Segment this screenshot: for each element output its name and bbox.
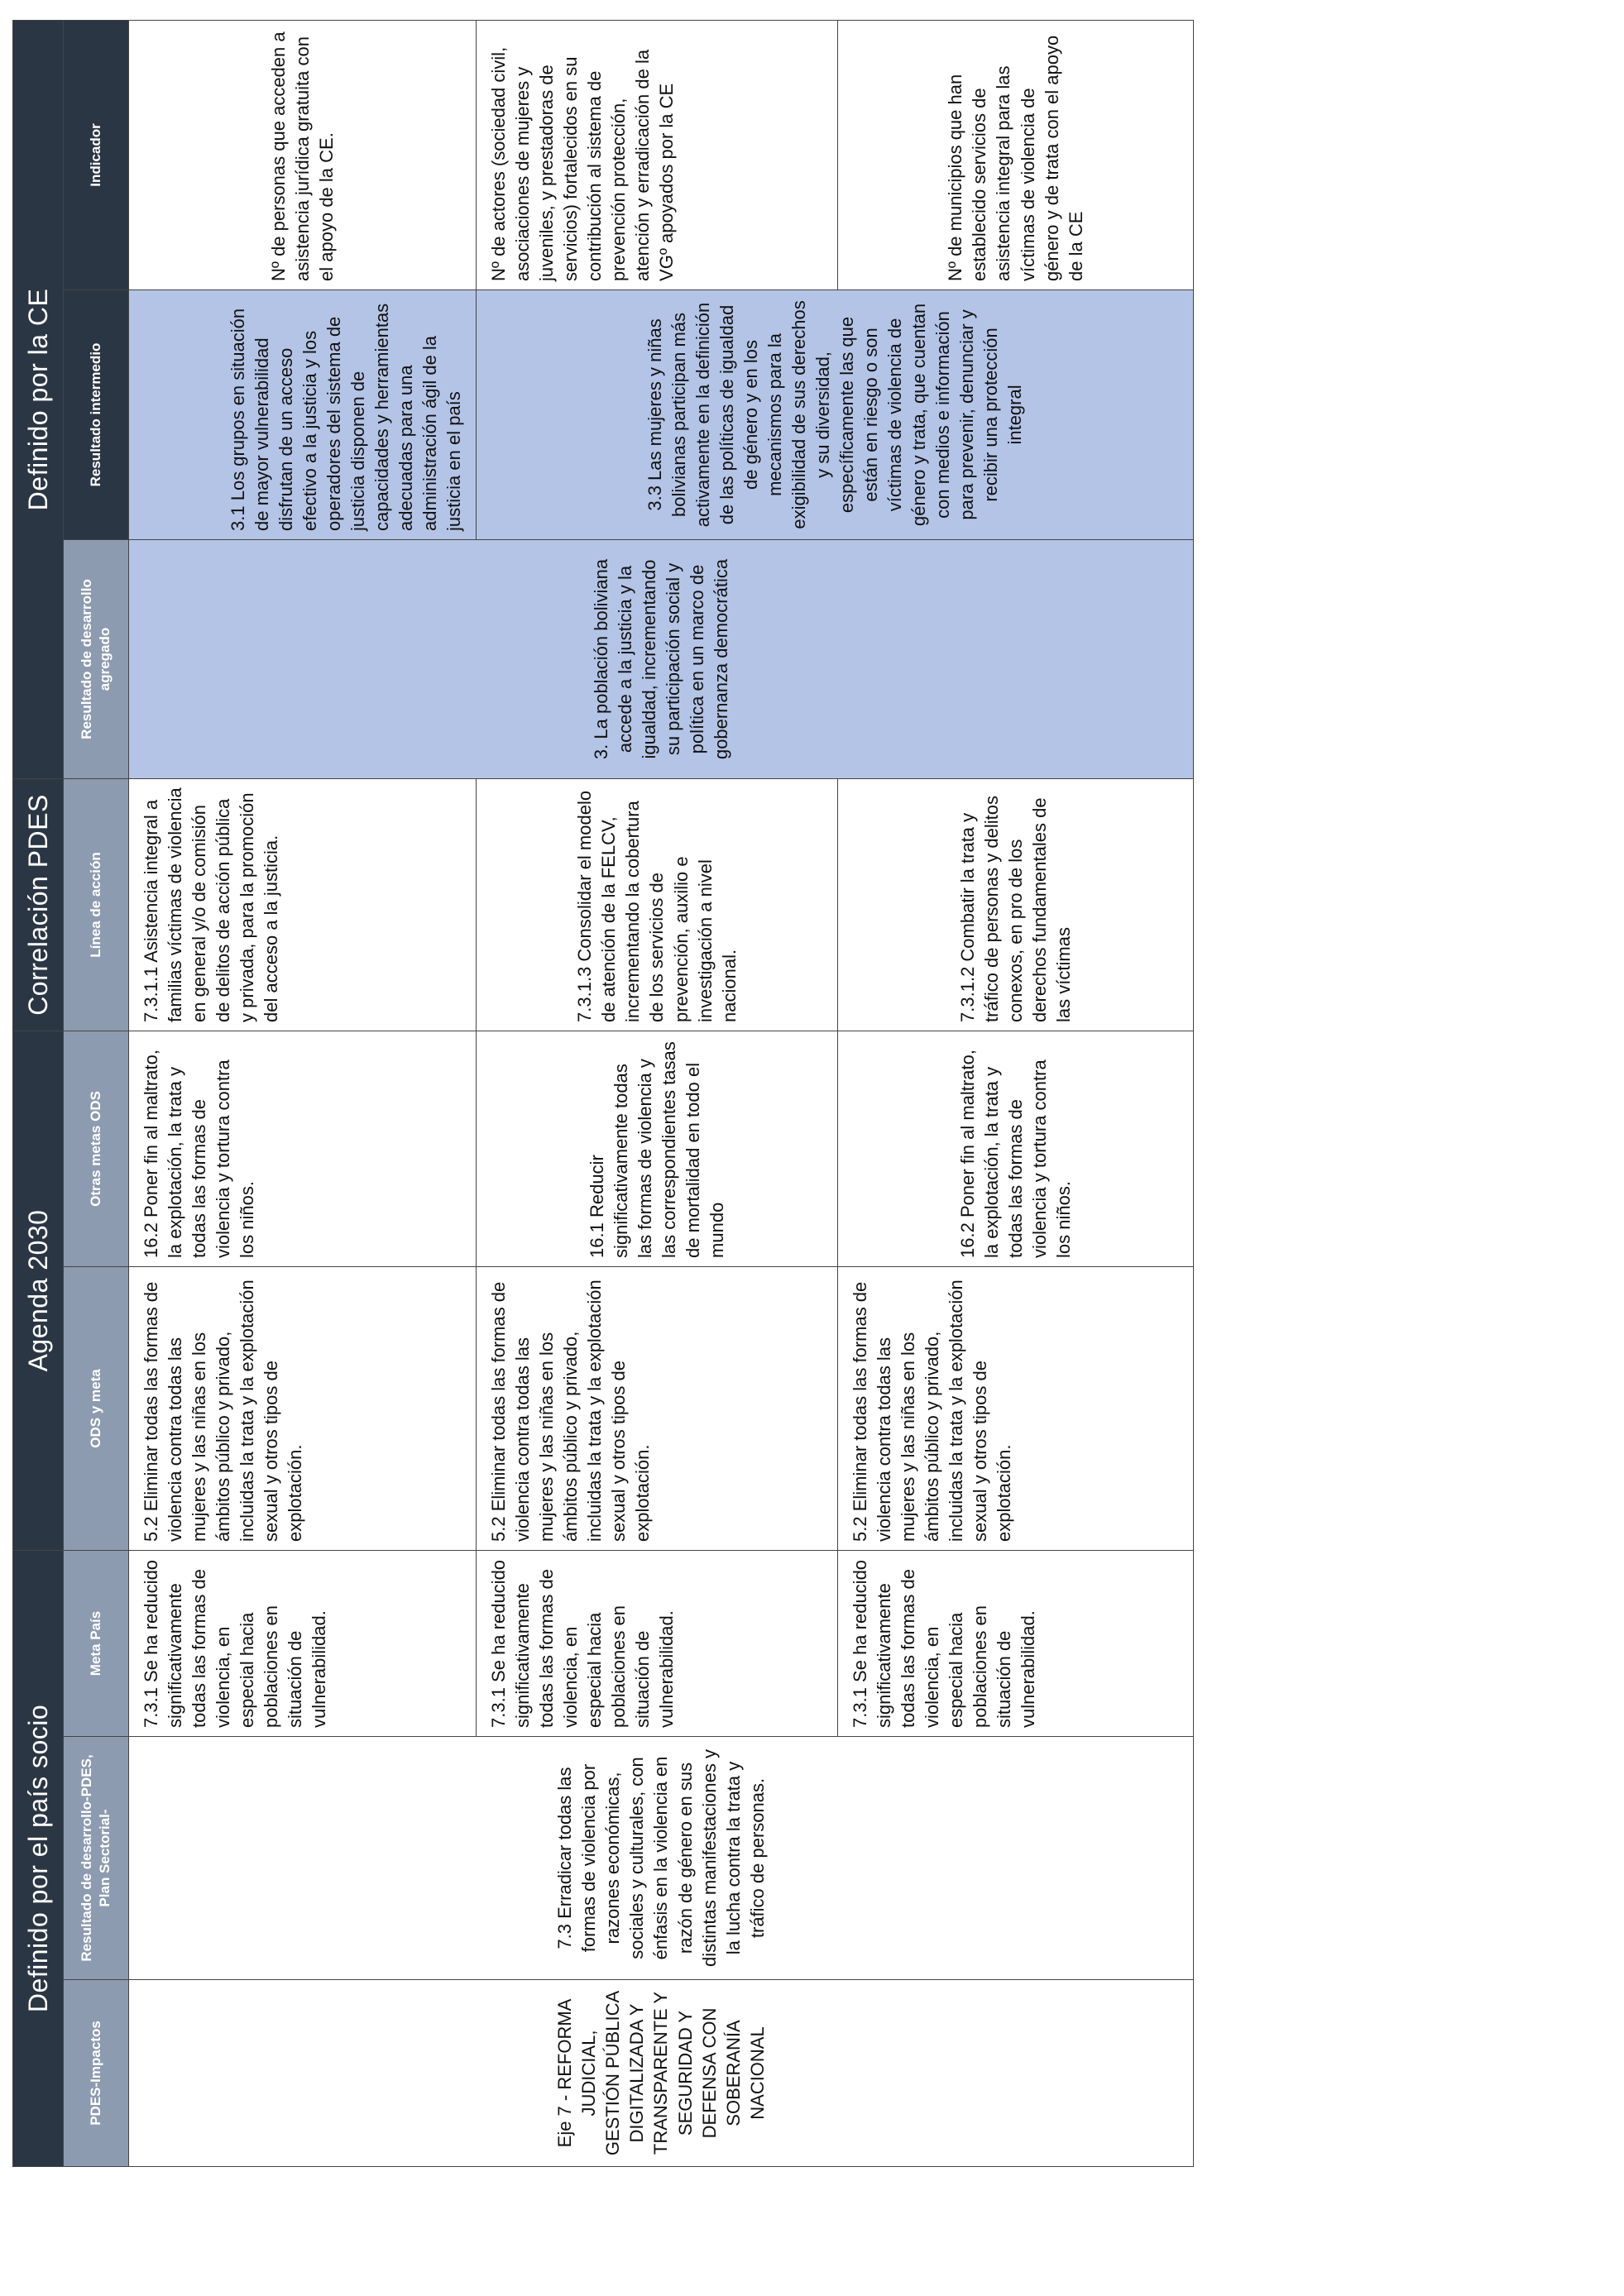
otras-metas-cell: 16.2 Poner fin al maltrato, la explotación, la trata y todas las formas de violencia y tortura contra los niños.	[838, 1031, 1194, 1266]
indicador-cell: Nº de personas que acceden a asistencia jurídica gratuita con el apoyo de la CE.	[129, 20, 477, 289]
linea-accion-cell: 7.3.1.1 Asistencia integral a familias víctimas de violencia en general y/o de comisión de delitos de acción pública y privada, para la promoción del acceso a la justicia.	[129, 778, 477, 1031]
indicador-cell: Nº de municipios que han establecido servicios de asistencia integral para las víctimas de violencia de género y de trata con el apoyo de la CE	[838, 20, 1194, 289]
ods-meta-cell: 5.2 Eliminar todas las formas de violencia contra todas las mujeres y las niñas en los ámbitos público y privado, incluidas la trata y la explotación sexual y otros tipos de explotación.	[838, 1266, 1194, 1550]
column-header-resultado-intermedio: Resultado intermedio	[64, 289, 129, 539]
group-header-row	[13, 20, 64, 2166]
column-header-ods-meta: ODS y meta	[64, 1266, 129, 1550]
column-header-meta-pais: Meta País	[64, 1550, 129, 1736]
column-header-resultado-pdes: Resultado de desarrollo-PDES, Plan Sectorial-	[64, 1737, 129, 1980]
group-header-ce: Definido por la CE	[13, 20, 64, 778]
column-header-impactos: PDES-Impactos	[64, 1980, 129, 2167]
column-header-row	[64, 20, 129, 2166]
otras-metas-cell: 16.2 Poner fin al maltrato, la explotación, la trata y todas las formas de violencia y tortura contra los niños.	[129, 1031, 477, 1266]
impacto-cell: Eje 7 - REFORMA JUDICIAL, GESTIÓN PÚBLICA DIGITALIZADA Y TRANSPARENTE Y SEGURIDAD Y DEFENSA CON SOBERANÍA NACIONAL	[129, 1980, 1194, 2167]
resultado-intermedio-cell: 3.1 Los grupos en situación de mayor vulnerabilidad disfrutan de un acceso efectivo a la justicia y los operadores del sistema de justicia disponen de capacidades y herramientas adecuadas para una administración ágil de la justicia en el país	[129, 289, 477, 539]
results-matrix-sheet	[12, 21, 1175, 2167]
ods-meta-cell: 5.2 Eliminar todas las formas de violencia contra todas las mujeres y las niñas en los ámbitos público y privado, incluidas la trata y la explotación sexual y otros tipos de explotación.	[477, 1266, 838, 1550]
meta-pais-cell: 7.3.1 Se ha reducido significativamente todas las formas de violencia, en especial hacia poblaciones en situación de vulnerabilidad.	[129, 1550, 477, 1736]
linea-accion-cell: 7.3.1.3 Consolidar el modelo de atención de la FELCV, incrementando la cobertura de los servicios de prevención, auxilio e investigación a nivel nacional.	[477, 778, 838, 1031]
group-header-agenda: Agenda 2030	[13, 1031, 64, 1550]
column-header-indicador: Indicador	[64, 20, 129, 289]
otras-metas-cell: 16.1 Reducir significativamente todas las formas de violencia y las correspondientes tasas de mortalidad en todo el mundo	[477, 1031, 838, 1266]
meta-pais-cell: 7.3.1 Se ha reducido significativamente todas las formas de violencia, en especial hacia poblaciones en situación de vulnerabilidad.	[477, 1550, 838, 1736]
column-header-otras-metas: Otras metas ODS	[64, 1031, 129, 1266]
linea-accion-cell: 7.3.1.2 Combatir la trata y tráfico de personas y delitos conexos, en pro de los derechos fundamentales de las víctimas	[838, 778, 1194, 1031]
column-header-resultado-agregado: Resultado de desarrollo agregado	[64, 539, 129, 778]
group-header-pdes: Correlación PDES	[13, 778, 64, 1031]
results-matrix-table	[12, 20, 1194, 2167]
ods-meta-cell: 5.2 Eliminar todas las formas de violencia contra todas las mujeres y las niñas en los ámbitos público y privado, incluidas la trata y la explotación sexual y otros tipos de explotación.	[129, 1266, 477, 1550]
group-header-pais: Definido por el país socio	[13, 1550, 64, 2166]
indicador-cell: Nº de actores (sociedad civil, asociaciones de mujeres y juveniles, y prestadoras de servicios) fortalecidos en su contribución al sistema de prevención protección, atención y erradicación de la VGº apoyados por la CE	[477, 20, 838, 289]
meta-pais-cell: 7.3.1 Se ha reducido significativamente todas las formas de violencia, en especial hacia poblaciones en situación de vulnerabilidad.	[838, 1550, 1194, 1736]
column-header-linea-accion: Línea de acción	[64, 778, 129, 1031]
resultado-intermedio-cell: 3.3 Las mujeres y niñas bolivianas participan más activamente en la definición de las políticas de igualdad de género y en los mecanismos para la exigibilidad de sus derechos y su diversidad, específicamente las que están en riesgo o son víctimas de violencia de género y trata, que cuentan con medios e información para prevenir, denunciar y recibir una protección integral	[477, 289, 1194, 539]
resultado-agregado-cell: 3. La población boliviana accede a la justicia y la igualdad, incrementando su participación social y política en un marco de gobernanza democrática	[129, 539, 1194, 778]
table-row	[129, 20, 477, 2166]
resultado-pdes-cell: 7.3 Erradicar todas las formas de violencia por razones económicas, sociales y culturales, con énfasis en la violencia en razón de género en sus distintas manifestaciones y la lucha contra la trata y tráfico de personas.	[129, 1737, 1194, 1980]
